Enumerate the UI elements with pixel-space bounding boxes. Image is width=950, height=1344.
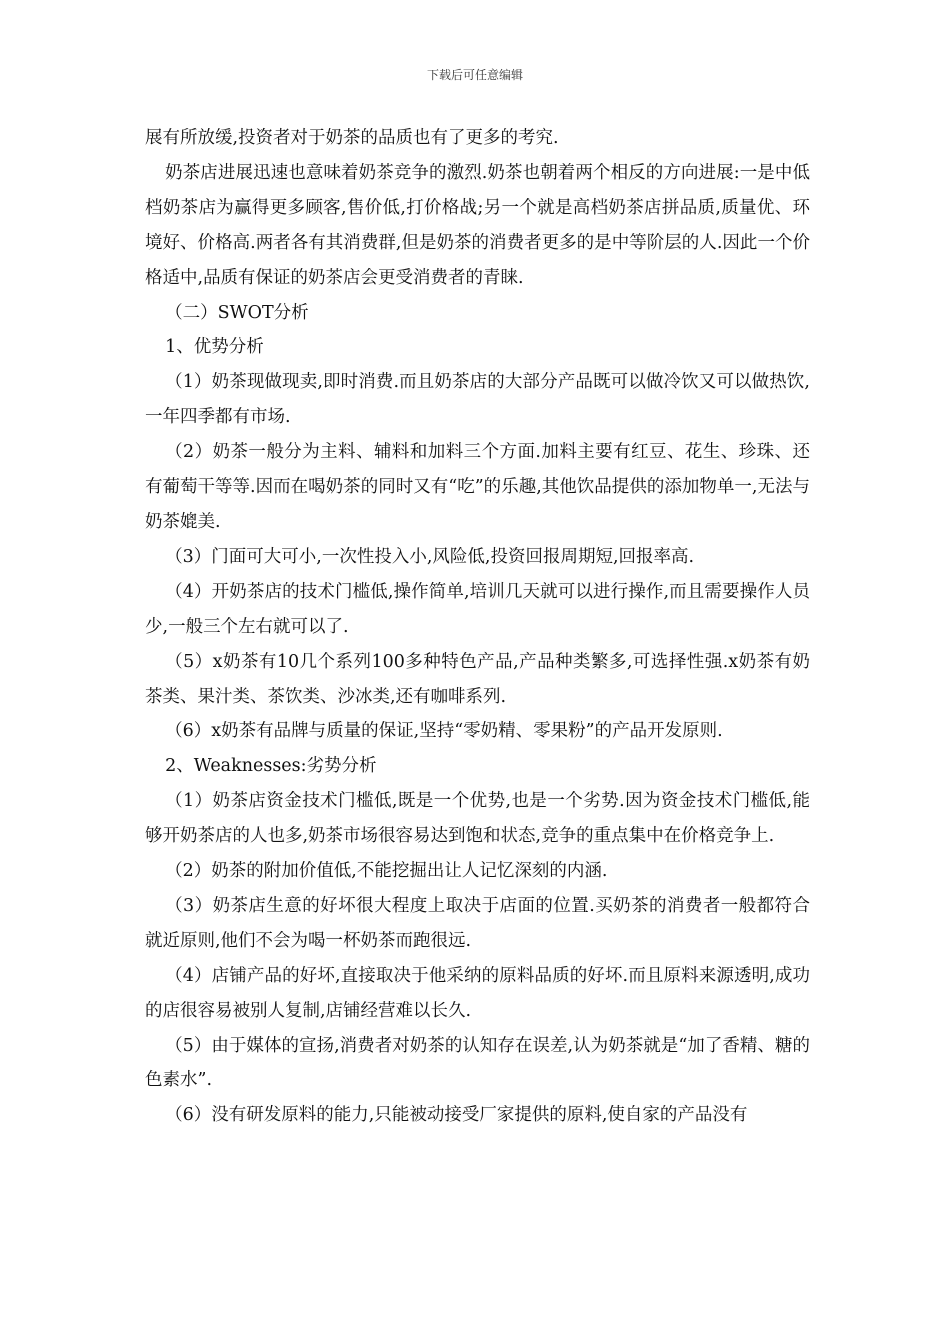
list-item: （2）奶茶一般分为主料、辅料和加料三个方面.加料主要有红豆、花生、珍珠、还有葡萄干等等.因而在喝奶茶的同时又有“吃”的乐趣,其他饮品提供的添加物单一,无法与奶茶媲美. <box>145 442 810 532</box>
paragraph: 展有所放缓,投资者对于奶茶的品质也有了更多的考究. <box>145 128 559 148</box>
subsection-heading: 1、优势分析 <box>165 337 264 358</box>
list-item: （6）没有研发原料的能力,只能被动接受厂家提供的原料,使自家的产品没有 <box>165 1105 748 1126</box>
list-item: （5）由于媒体的宣扬,消费者对奶茶的认知存在误差,认为奶茶就是“加了香精、糖的色素水”. <box>145 1035 810 1091</box>
list-item: （4）店铺产品的好坏,直接取决于他采纳的原料品质的好坏.而且原料来源透明,成功的店很容易被别人复制,店铺经营难以长久. <box>145 965 810 1021</box>
list-item: （3）门面可大可小,一次性投入小,风险低,投资回报周期短,回报率高. <box>165 546 695 567</box>
page-header: 下载后可任意编辑 <box>426 68 523 82</box>
list-item: （5）x奶茶有10几个系列100多种特色产品,产品种类繁多,可选择性强.x奶茶有奶茶类、果汁类、茶饮类、沙冰类,还有咖啡系列. <box>145 651 810 707</box>
list-item: （4）开奶茶店的技术门槛低,操作简单,培训几天就可以进行操作,而且需要操作人员少,一般三个左右就可以了. <box>145 581 810 637</box>
list-item: （1）奶茶店资金技术门槛低,既是一个优势,也是一个劣势.因为资金技术门槛低,能够开奶茶店的人也多,奶茶市场很容易达到饱和状态,竞争的重点集中在价格竞争上. <box>145 791 810 847</box>
subsection-heading: 2、Weaknesses:劣势分析 <box>165 756 377 777</box>
section-heading: （二）SWOT分析 <box>165 302 309 323</box>
list-item: （1）奶茶现做现卖,即时消费.而且奶茶店的大部分产品既可以做冷饮又可以做热饮,一年四季都有市场. <box>145 372 810 428</box>
document-body <box>145 121 810 1133</box>
list-item: （3）奶茶店生意的好坏很大程度上取决于店面的位置.买奶茶的消费者一般都符合就近原则,他们不会为喝一杯奶茶而跑很远. <box>145 895 810 951</box>
list-item: （2）奶茶的附加价值低,不能挖掘出让人记忆深刻的内涵. <box>165 861 608 882</box>
paragraph: 奶茶店进展迅速也意味着奶茶竞争的激烈.奶茶也朝着两个相反的方向进展:一是中低档奶茶店为赢得更多顾客,售价低,打价格战;另一个就是高档奶茶店拼品质,质量优、环境好、价格高.两者各有其消费群,但是奶茶的消费者更多的是中等阶层的人.因此一个价格适中,品质有保证的奶茶店会更受消费者的青睐. <box>145 162 810 288</box>
list-item: （6）x奶茶有品牌与质量的保证,坚持“零奶精、零果粉”的产品开发原则. <box>165 721 723 742</box>
